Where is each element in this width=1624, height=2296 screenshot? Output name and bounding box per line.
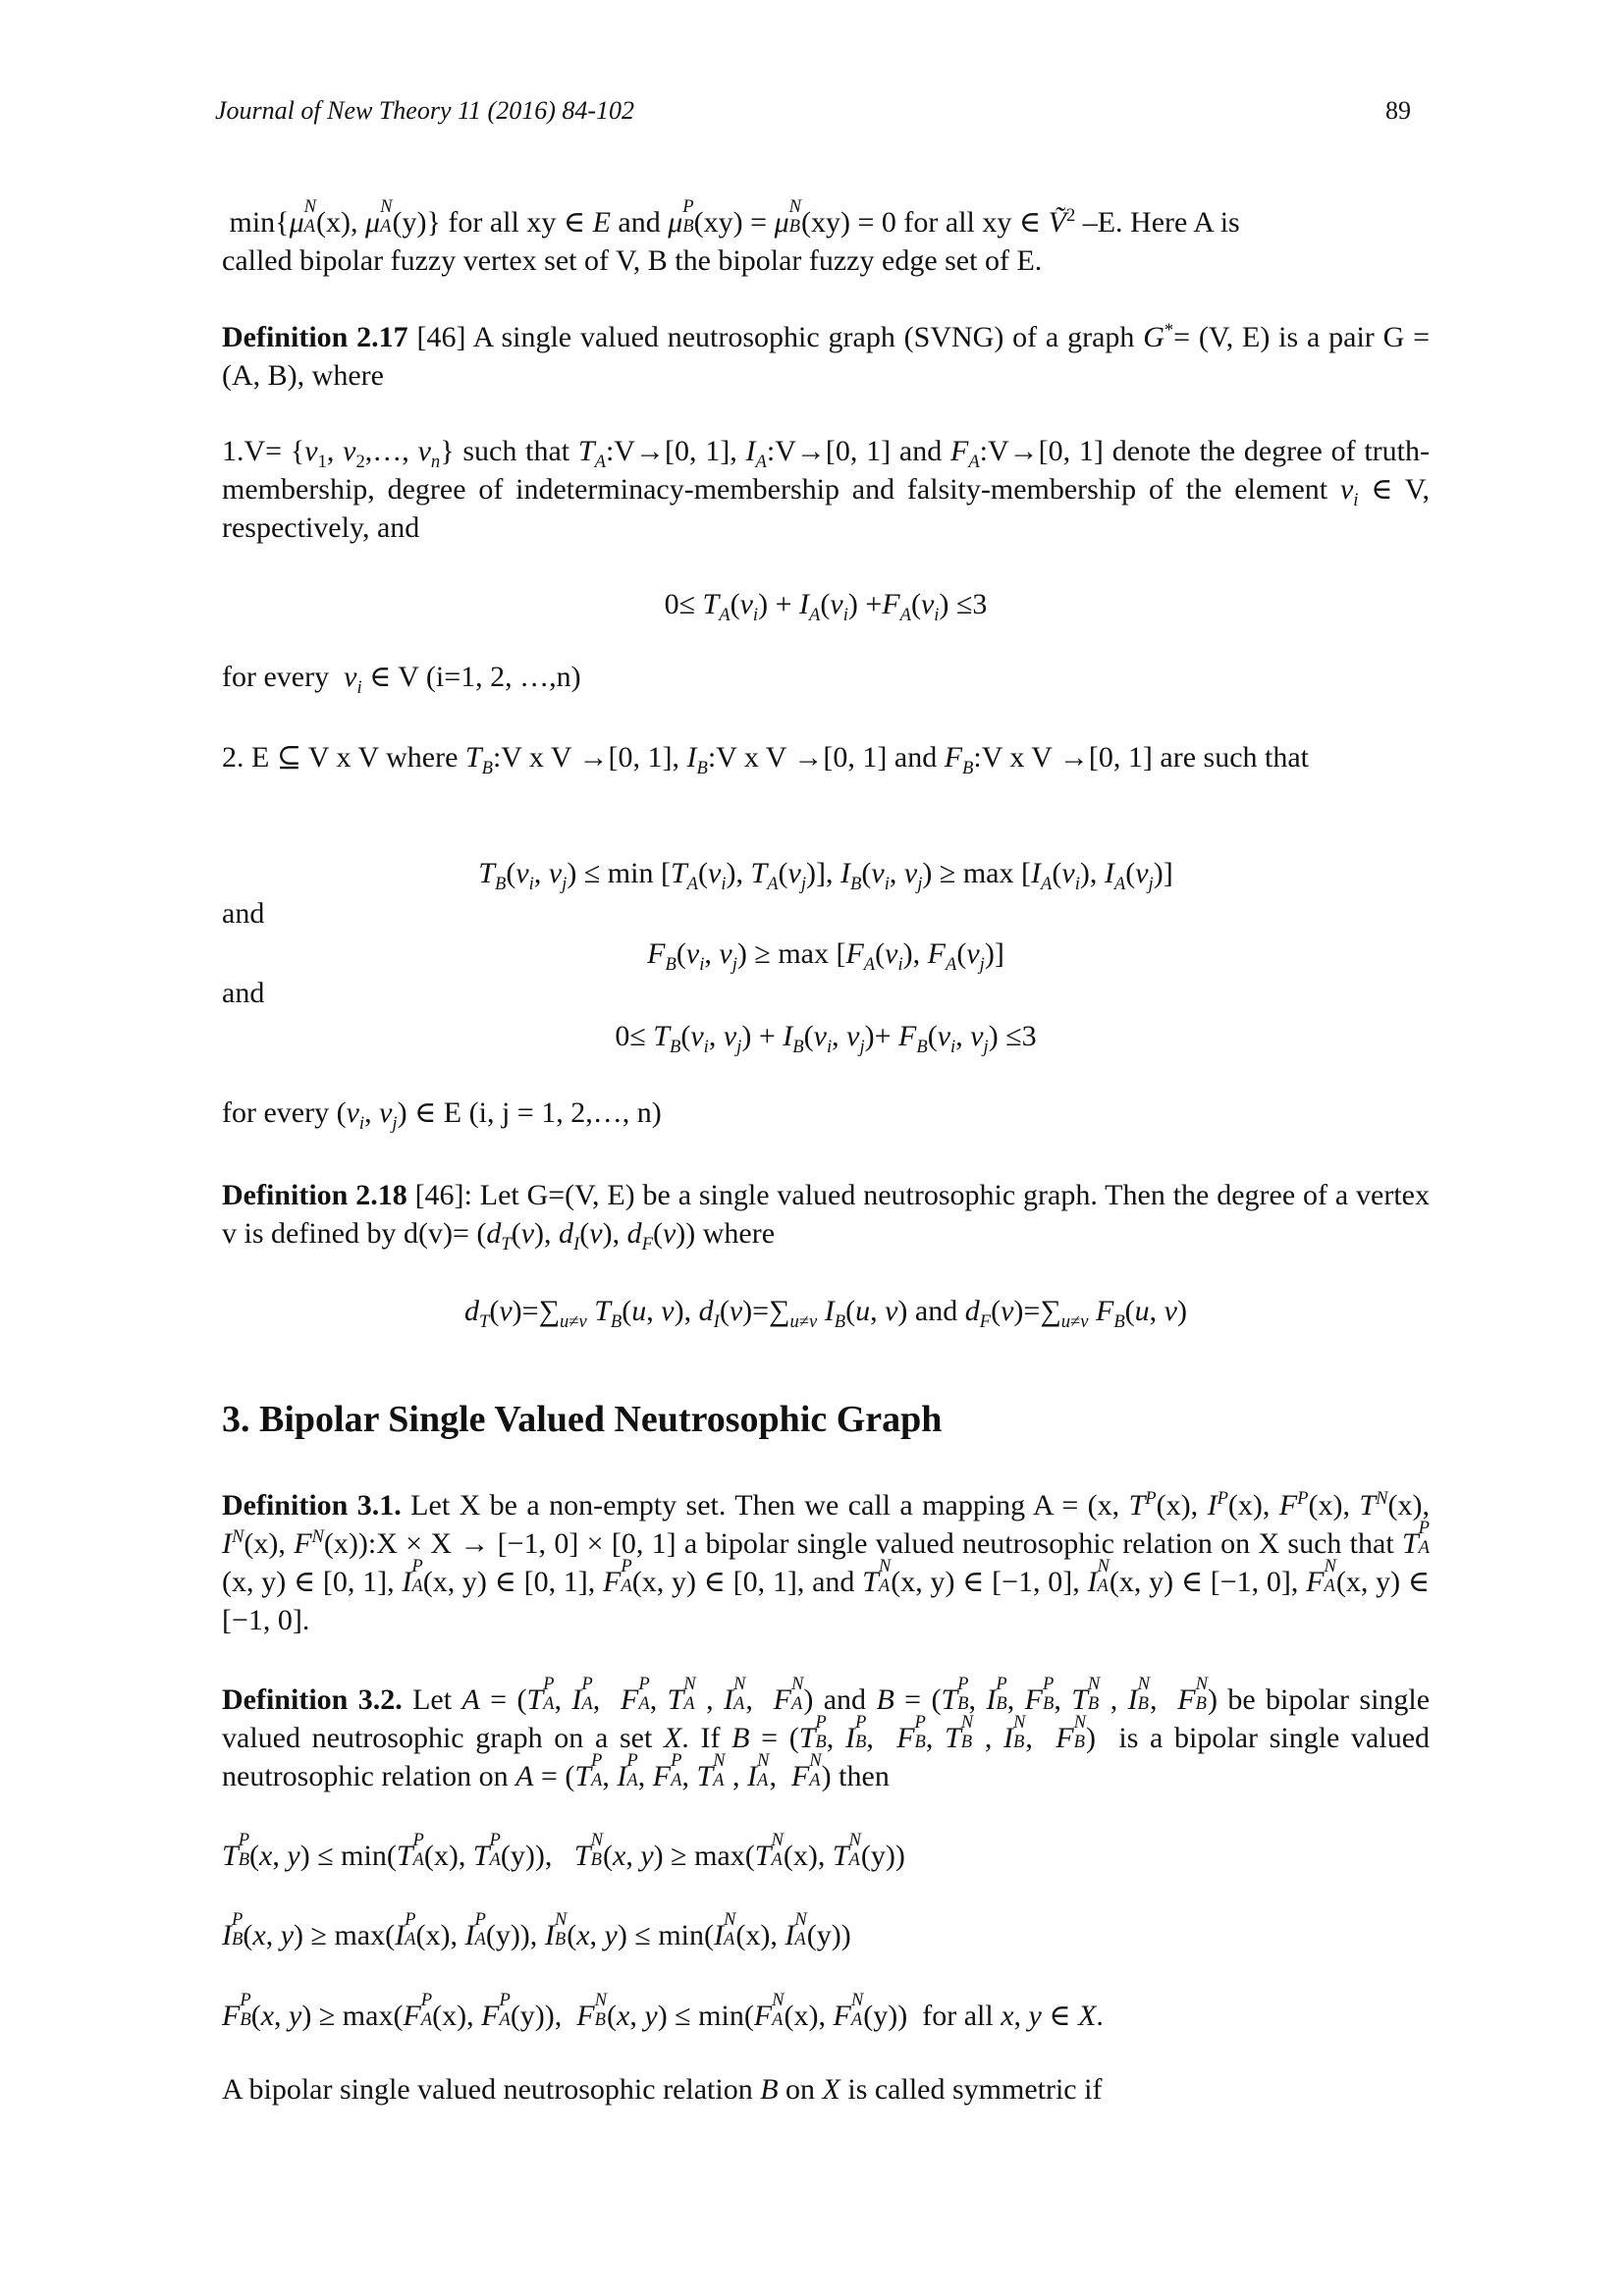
definition-2-18: Definition 2.18 [46]: Let G=(V, E) be a single valued neutrosophic graph. Then the degree of a vertex v is defined by $d(v)= (d_T(v)$, $d_I(v)$, $d_F(v)$) where <box>222 1179 1430 1255</box>
for-every-vertex: for every $v_i$ ∈ V (i=1, 2, …,n) <box>222 661 581 698</box>
definition-item-1: $1.V= \{v_1$, $v_2,\dots$, $v_n$} such that $T_A:V\to[0$, 1], $I_A:V\to[0$, 1] and $F_A:V\to[0$, 1] denote the degree of truth-membership, degree of indeterminacy-membership and falsity-membership of the element $v_i$ ∈ V, respectively, and <box>222 435 1431 544</box>
equation-vertex-bound: $0\le T_A(v_i) + I_A(v_i) +F_A(v_i) \le 3$ <box>664 588 988 625</box>
equation-edge-bound: $0\le T_B(v_i$, $v_j) + I_B(v_i$, $v_j)+ F_B(v_i$, $v_j) \le 3$ <box>615 1020 1037 1057</box>
connector-and-2: and <box>222 977 265 1009</box>
equation-relation-t: T P B (x, y) ≤ min(T P A (x), T P A (y)), T N B (x, y) ≥ max(T N A (x), T N A (y)) <box>222 1829 905 1872</box>
section-heading: 3. Bipolar Single Valued Neutrosophic Graph <box>222 1399 943 1440</box>
definition-3-2: Definition 3.2. Let A = (T P A , I P A , F P A , T N A , I N A , F N A ) and B = (T P B , I P B , F P B , T N B , I N B , F N B ) be bipolar single valued neutrosophic graph on a set X. If B = (T P B , I P B , F P B , T N B , I N B , F N B ) is a bipolar single valued neutrosophic relation on A = (T P A , I P A , F P A , T N A , I N A , F N A ) then <box>222 1673 1431 1792</box>
journal-title: Journal of New Theory 11 (2016) 84-102 <box>215 96 635 125</box>
definition-item-2: 2. E ⊆ V x V where $T_B:V$ x V →[0, 1], $I_B:V$ x V →[0, 1] and $F_B:V$ x V →[0, 1] are such that <box>222 741 1310 778</box>
definition-3-1: Definition 3.1. Let X be a non-empty set. Then we call a mapping A = (x, $T^P(x)$, $I^P(x)$, $F^P(x)$, $T^N(x)$, $I^N(x)$, $F^N(x)):X \times X \to [-1$, 0] × [0, 1] a bipolar single valued neutrosophic relation on X such that T P A (x, y) ∈ [0, 1], I P A (x, y) ∈ [0, 1], F P A (x, y) ∈ [0, 1], and T N A (x, y) ∈ [−1, 0], I N A (x, y) ∈ [−1, 0], F N A (x, y) ∈ [−1, 0]. <box>222 1488 1431 1636</box>
equation-edge-tb-ib: $T_B(v_i$, $v_j) \le \min [T_A(v_i)$, $T_A(v_j)$], $I_B(v_i$, $v_j) \ge \max [I_A(v_i)$, $I_A(v_j)$] <box>478 857 1173 894</box>
closing-sentence: A bipolar single valued neutrosophic relation B on X is called symmetric if <box>222 2073 1103 2106</box>
equation-degree: $d_T(v)=\sum_{u\ne v}$ $T_B(u$, v), $d_I(v)=\sum_{u\ne v}$ $I_B(u$, v) and $d_F(v)=\sum_{u\ne v}$ $F_B(u$, v) <box>463 1295 1187 1332</box>
continuation-paragraph: min{μ N A (x), μ N A (y)} for all xy ∈ E and μ P B (xy) = μ N B (xy) = 0 for all xy ∈ Ṽ$^2$ –E. Here A is called bipolar fuzzy vertex set of V, B the bipolar fuzzy edge set of E. <box>222 195 1240 277</box>
for-every-edge: for every ($v_i$, $v_j$) ∈ E (i, j = 1, 2,…, n) <box>222 1096 662 1134</box>
definition-2-17: Definition 2.17 [46] A single valued neutrosophic graph (SVNG) of a graph G*= (V, E) is a pair G = (A, B), where <box>222 320 1430 392</box>
equation-relation-i: I P B (x, y) ≥ max(I P A (x), I P A (y)), I N B (x, y) ≤ min(I N A (x), I N A (y)) <box>222 1908 851 1951</box>
equation-edge-fb: $F_B(v_i$, $v_j) \ge \max [F_A(v_i)$, $F_A(v_j)$] <box>647 937 1004 975</box>
page-number: 89 <box>1385 96 1411 125</box>
running-header <box>215 96 1411 135</box>
connector-and-1: and <box>222 897 265 930</box>
equation-relation-f: F P B (x, y) ≥ max(F P A (x), F P A (y)), F N B (x, y) ≤ min(F N A (x), F N A (y)) for all x, y ∈ X. <box>222 1989 1104 2032</box>
